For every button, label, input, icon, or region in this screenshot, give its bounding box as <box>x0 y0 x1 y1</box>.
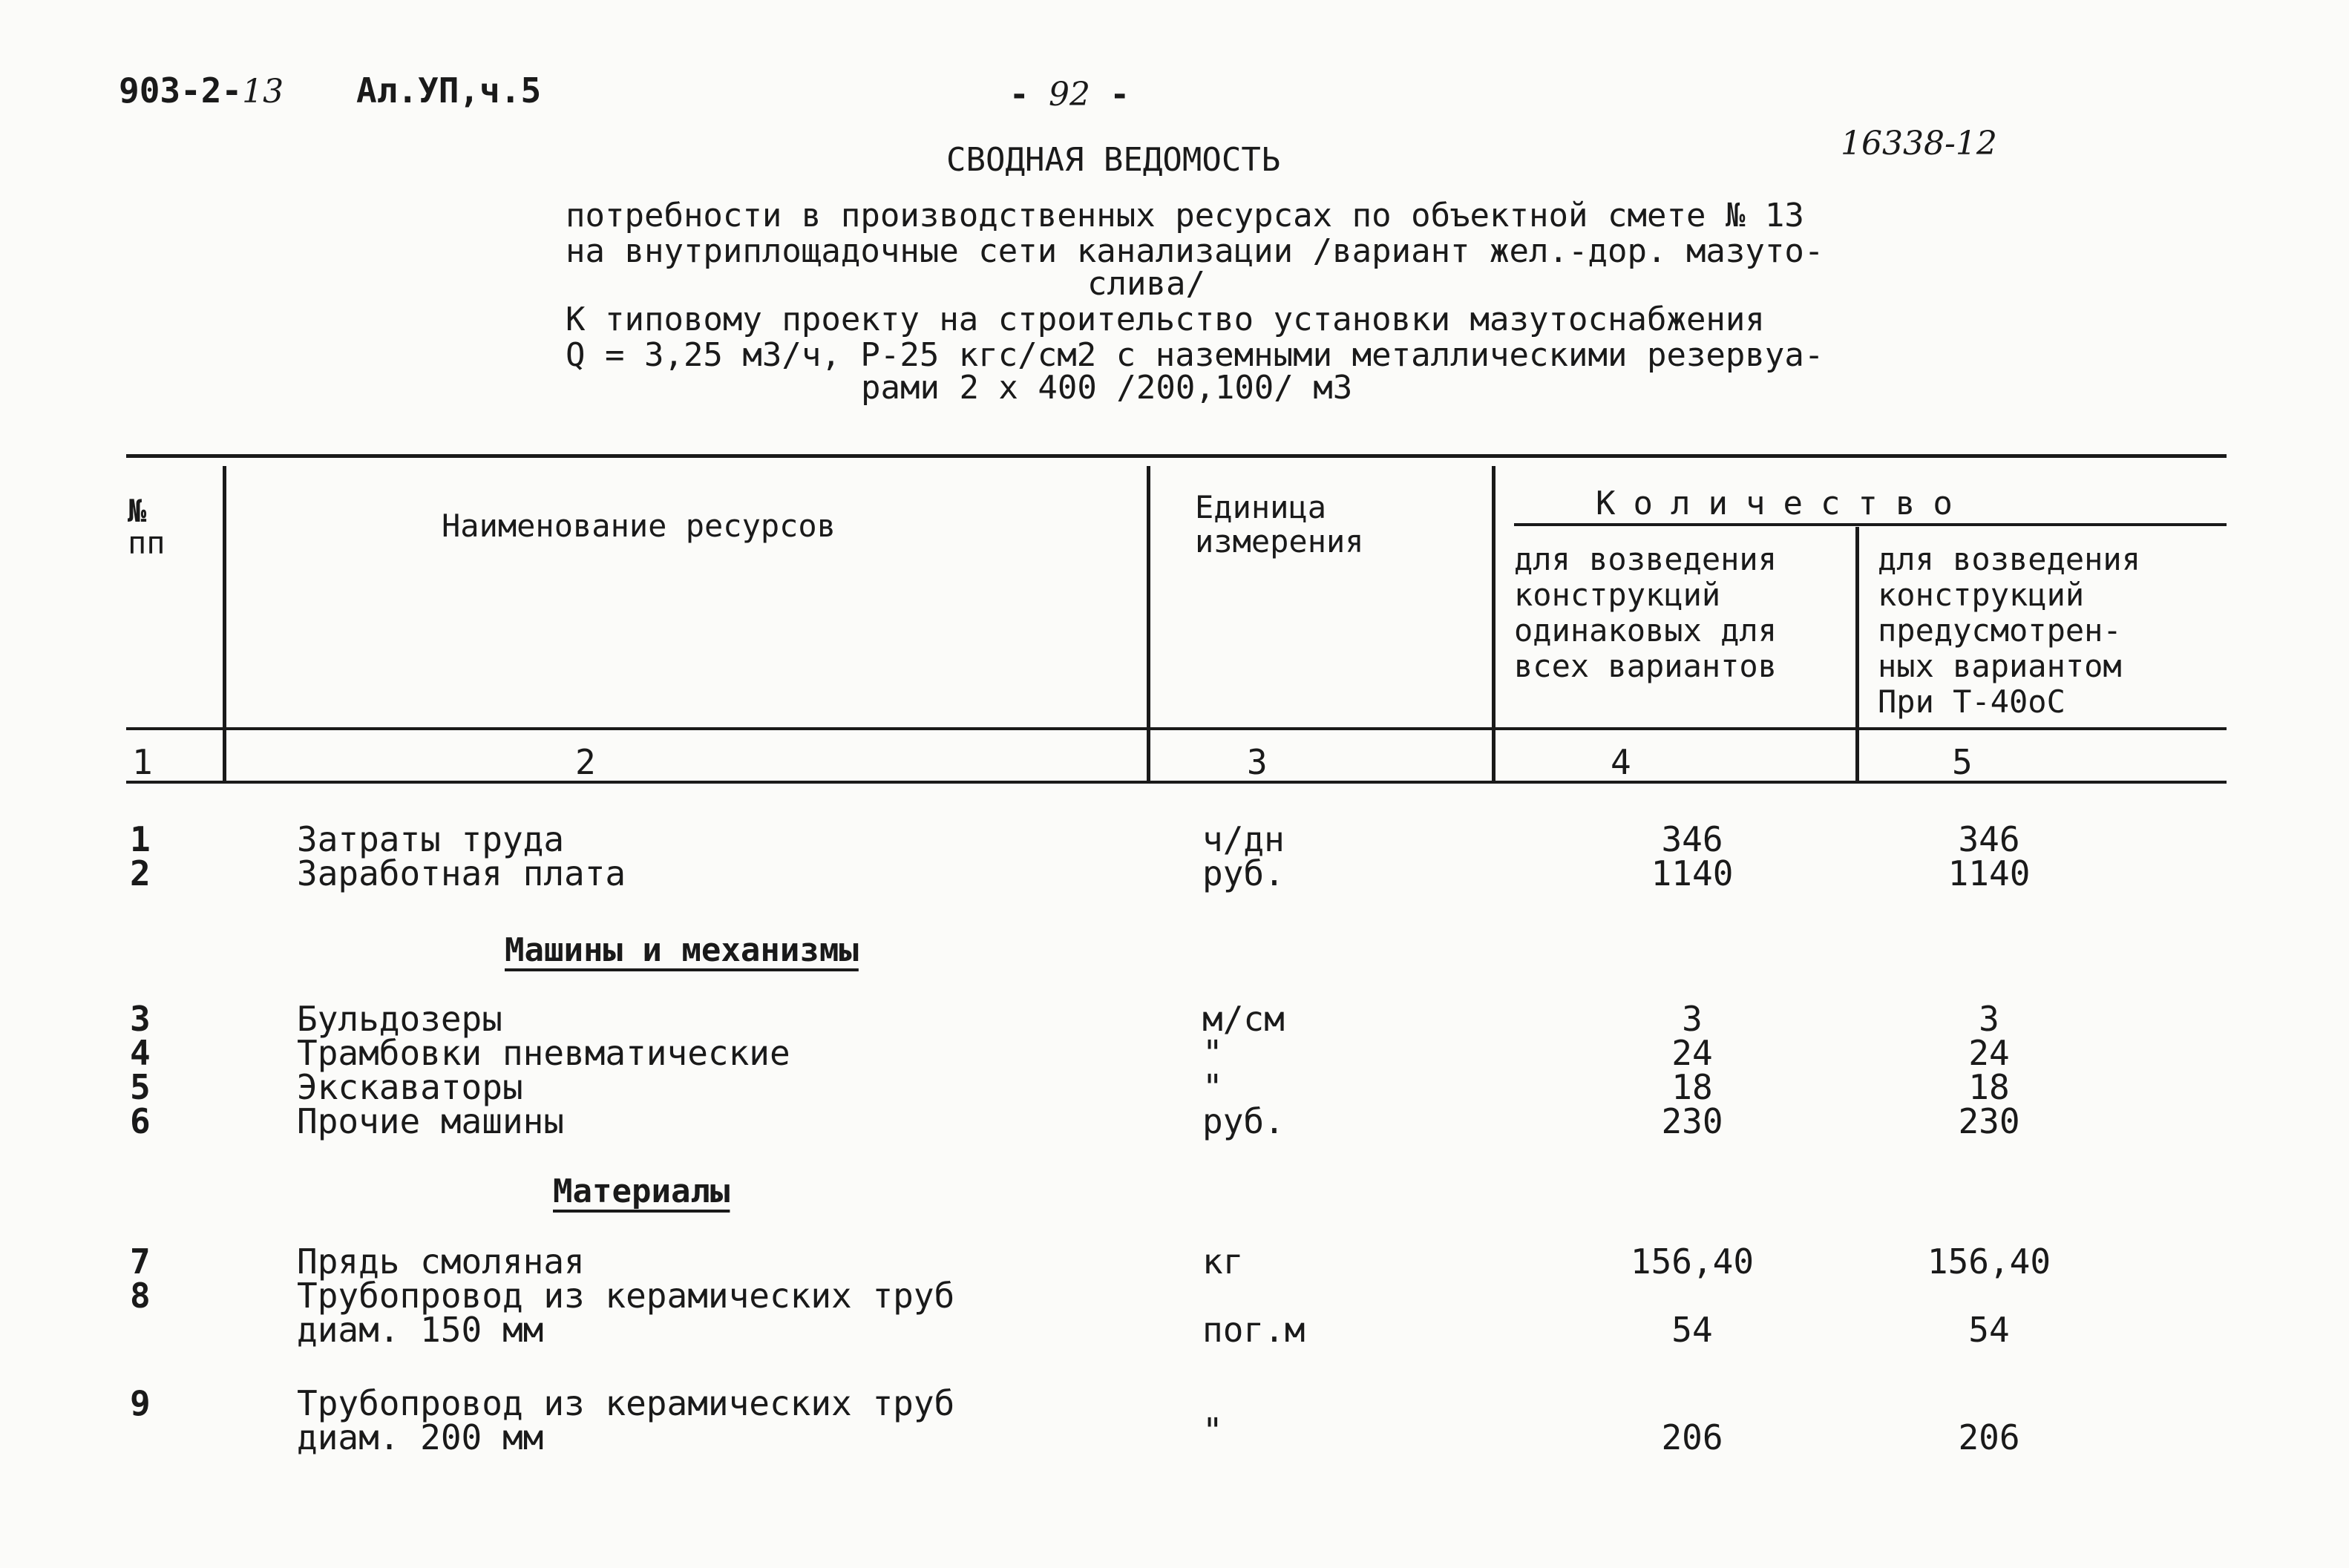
resource-name-line1: Трубопровод из керамических труб <box>297 1383 955 1423</box>
header-q5-line5: При Т-40оС <box>1878 683 2065 720</box>
header-num-line2: пп <box>128 525 166 561</box>
quantity-variant: 1140 <box>1947 853 2031 893</box>
header-q5-line2: конструкций <box>1878 577 2085 613</box>
resource-name-line2: диам. 200 мм <box>297 1417 544 1457</box>
resource-unit: пог.м <box>1202 1310 1305 1350</box>
quantity-variant: 156,40 <box>1927 1241 2051 1282</box>
section-heading-machines: Машины и механизмы <box>505 931 859 969</box>
resource-name: Экскаваторы <box>297 1067 523 1107</box>
column-divider-3 <box>1492 466 1495 784</box>
document-code: 903-2-13 <box>119 70 284 111</box>
column-number-5: 5 <box>1952 742 1973 782</box>
column-divider-4 <box>1855 527 1859 784</box>
header-q4-line1: для возведения <box>1514 541 1778 577</box>
header-q4-line3: одинаковых для <box>1514 612 1778 649</box>
header-bottom-rule <box>126 727 2227 730</box>
archive-number: 16338-12 <box>1841 125 1997 163</box>
subtitle-line-6: рами 2 х 400 /200,100/ м3 <box>861 369 1353 407</box>
quantity-common: 1140 <box>1651 853 1734 893</box>
row-number: 3 <box>130 999 151 1039</box>
subtitle-line-4: К типовому проекту на строительство установки мазутоснабжения <box>566 301 1765 338</box>
header-unit-line2: измерения <box>1195 523 1364 560</box>
header-q4-line4: всех вариантов <box>1514 648 1778 684</box>
column-number-4: 4 <box>1611 742 1631 782</box>
resource-name: Трамбовки пневматические <box>297 1033 790 1073</box>
resource-name-line1: Трубопровод из керамических труб <box>297 1276 955 1316</box>
quantity-variant: 24 <box>1968 1033 2010 1073</box>
quantity-variant: 18 <box>1968 1067 2010 1107</box>
resource-unit: " <box>1202 1067 1223 1107</box>
table-top-rule <box>126 454 2227 458</box>
column-number-rule <box>126 781 2227 784</box>
column-divider-1 <box>223 466 226 784</box>
row-number: 4 <box>130 1033 151 1073</box>
header-quantity: Количество <box>1596 485 1970 522</box>
header-q5-line3: предусмотрен- <box>1878 612 2122 649</box>
header-num-line1: № <box>128 493 147 529</box>
quantity-variant: 54 <box>1968 1310 2010 1350</box>
resource-name-line2: диам. 150 мм <box>297 1310 544 1350</box>
quantity-variant: 3 <box>1979 999 1999 1039</box>
quantity-common: 156,40 <box>1630 1241 1755 1282</box>
resource-name: Бульдозеры <box>297 999 502 1039</box>
row-number: 2 <box>130 853 151 893</box>
subtitle-line-5: Q = 3,25 м3/ч, P-25 кгс/см2 с наземными металлическими резервуа- <box>566 336 1824 374</box>
row-number: 7 <box>130 1241 151 1282</box>
quantity-common: 24 <box>1671 1033 1713 1073</box>
resource-unit: кг <box>1202 1241 1244 1282</box>
document-title: СВОДНАЯ ВЕДОМОСТЬ <box>946 141 1281 179</box>
resource-name: Затраты труда <box>297 819 565 859</box>
subtitle-line-2: на внутриплощадочные сети канализации /вариант жел.-дор. мазуто- <box>566 232 1824 270</box>
column-divider-2 <box>1147 466 1150 784</box>
header-unit-line1: Единица <box>1195 489 1327 525</box>
quantity-common: 230 <box>1661 1101 1723 1141</box>
column-number-1: 1 <box>132 742 153 782</box>
page-number: - 92 - <box>1009 76 1130 114</box>
resource-name: Заработная плата <box>297 853 626 893</box>
sheet-reference: Ал.УП,ч.5 <box>356 70 542 111</box>
header-q5-line4: ных вариантом <box>1878 648 2122 684</box>
resource-unit: руб. <box>1202 853 1285 893</box>
quantity-common: 3 <box>1682 999 1703 1039</box>
resource-unit: " <box>1202 1033 1223 1073</box>
quantity-common: 346 <box>1661 819 1723 859</box>
header-name: Наименование ресурсов <box>442 508 836 544</box>
column-number-2: 2 <box>575 742 596 782</box>
subtitle-line-3: слива/ <box>1087 265 1205 303</box>
resource-unit: ч/дн <box>1202 819 1285 859</box>
resource-unit: " <box>1202 1411 1223 1451</box>
quantity-variant: 346 <box>1958 819 2020 859</box>
column-number-3: 3 <box>1247 742 1268 782</box>
row-number: 1 <box>130 819 151 859</box>
resource-name: Прочие машины <box>297 1101 565 1141</box>
quantity-common: 18 <box>1671 1067 1713 1107</box>
row-number: 6 <box>130 1101 151 1141</box>
subtitle-line-1: потребности в производственных ресурсах по объектной смете № 13 <box>566 197 1804 234</box>
header-q5-line1: для возведения <box>1878 541 2141 577</box>
row-number: 9 <box>130 1383 151 1423</box>
quantity-common: 54 <box>1671 1310 1713 1350</box>
resource-name: Прядь смоляная <box>297 1241 585 1282</box>
quantity-variant: 230 <box>1958 1101 2020 1141</box>
header-q4-line2: конструкций <box>1514 577 1721 613</box>
row-number: 8 <box>130 1276 151 1316</box>
quantity-variant: 206 <box>1958 1417 2020 1457</box>
resource-unit: руб. <box>1202 1101 1285 1141</box>
resource-unit: м/см <box>1202 999 1285 1039</box>
quantity-common: 206 <box>1661 1417 1723 1457</box>
section-heading-materials: Материалы <box>553 1172 730 1210</box>
row-number: 5 <box>130 1067 151 1107</box>
quantity-group-rule <box>1514 523 2227 526</box>
